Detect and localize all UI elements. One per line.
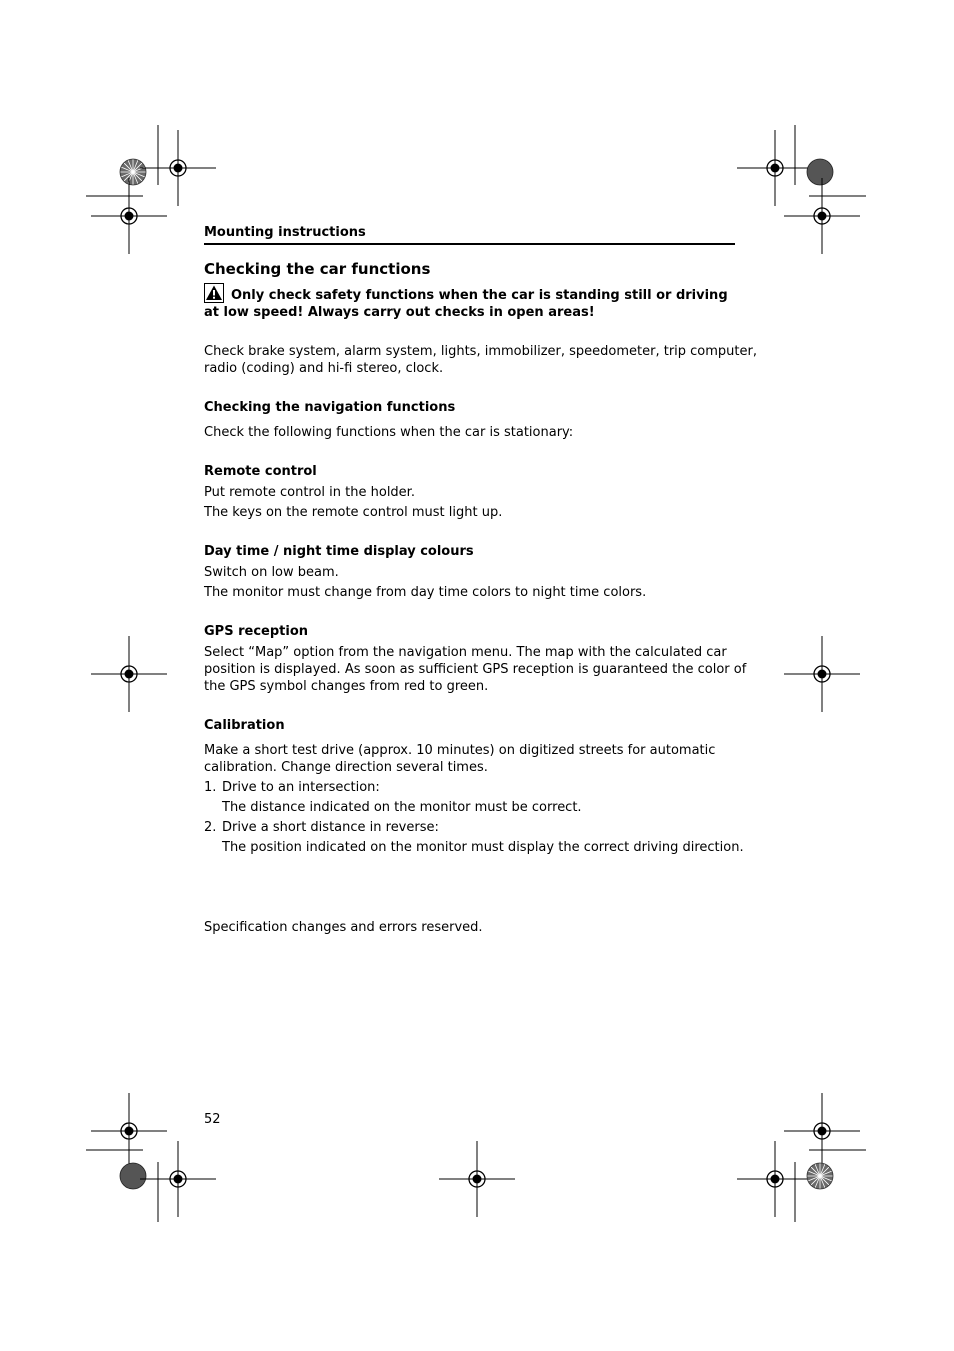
step-result: The position indicated on the monitor must display the correct driving direction. — [222, 840, 744, 855]
step-action: Drive a short distance in reverse: — [222, 820, 439, 835]
calibration-intro-line-2: calibration. Change direction several times. — [204, 760, 488, 775]
display-colours-heading: Day time / night time display colours — [204, 544, 474, 559]
display-colours-line-2: The monitor must change from day time colors to night time colors. — [204, 585, 647, 600]
step-result: The distance indicated on the monitor must be correct. — [222, 800, 582, 815]
gps-reception-line-3: the GPS symbol changes from red to green. — [204, 679, 489, 694]
gps-reception-line-2: position is displayed. As soon as sufficient GPS reception is guaranteed the color of — [204, 662, 747, 677]
header-rule — [204, 243, 735, 245]
step-number: 2. — [204, 820, 217, 835]
remote-control-line-2: The keys on the remote control must light up. — [204, 505, 503, 520]
intro-line-2: radio (coding) and hi-fi stereo, clock. — [204, 361, 444, 376]
navigation-heading: Checking the navigation functions — [204, 400, 456, 415]
step-action: Drive to an intersection: — [222, 780, 380, 795]
specification-note: Specification changes and errors reserved. — [204, 920, 483, 935]
navigation-intro: Check the following functions when the car is stationary: — [204, 425, 574, 440]
calibration-heading: Calibration — [204, 718, 285, 733]
remote-control-heading: Remote control — [204, 464, 317, 479]
page-number: 52 — [204, 1112, 221, 1127]
gps-reception-heading: GPS reception — [204, 624, 308, 639]
warning-text-line-1: Only check safety functions when the car is standing still or driving — [231, 288, 728, 303]
calibration-intro-line-1: Make a short test drive (approx. 10 minutes) on digitized streets for automatic — [204, 743, 716, 758]
step-number: 1. — [204, 780, 217, 795]
display-colours-line-1: Switch on low beam. — [204, 565, 339, 580]
intro-line-1: Check brake system, alarm system, lights, immobilizer, speedometer, trip computer, — [204, 344, 757, 359]
section-title: Checking the car functions — [204, 260, 431, 278]
remote-control-line-1: Put remote control in the holder. — [204, 485, 415, 500]
running-head: Mounting instructions — [204, 225, 366, 240]
warning-triangle-icon — [204, 283, 224, 303]
gps-reception-line-1: Select “Map” option from the navigation menu. The map with the calculated car — [204, 645, 727, 660]
warning-text-line-2: at low speed! Always carry out checks in open areas! — [204, 305, 595, 320]
